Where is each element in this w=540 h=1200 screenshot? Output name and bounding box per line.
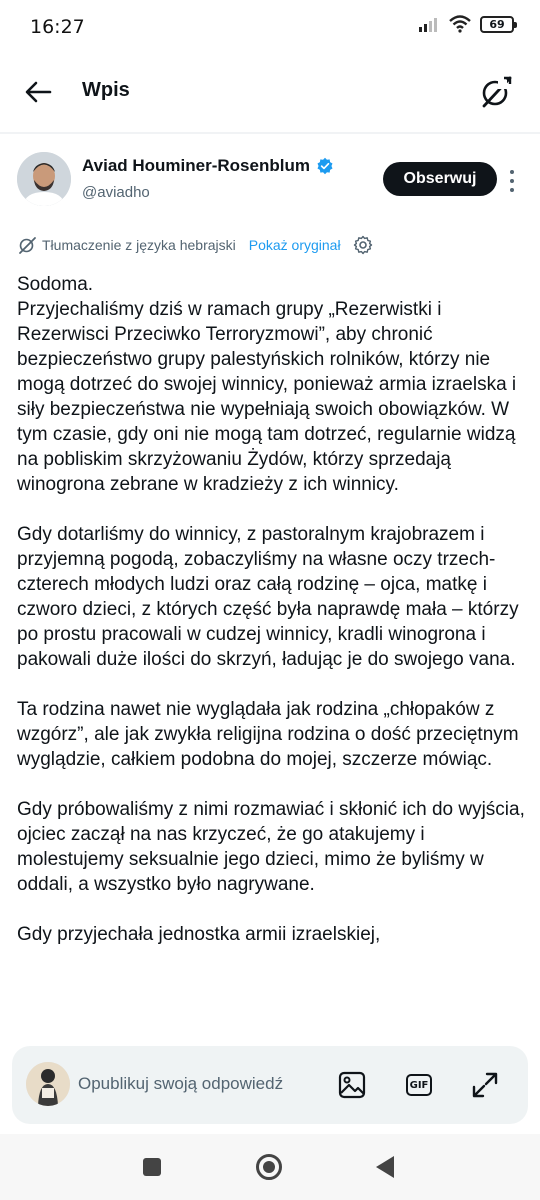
post-paragraph: Ta rodzina nawet nie wyglądała jak rodzina „chłopaków z wzgórz”, ale jak zwykła religijna rodzina o dość przeciętnym wyglądzie, całkiem podobna do mojej, szczerze mówiąc.: [17, 699, 519, 770]
author-name-text: Aviad Houminer-Rosenblum: [82, 156, 310, 175]
author-row: [0, 148, 540, 218]
avatar-image: [26, 1062, 70, 1106]
more-dot-icon: [510, 188, 514, 192]
translation-info: [17, 234, 373, 256]
status-icons: [418, 15, 514, 33]
home-button[interactable]: [256, 1154, 282, 1180]
avatar-image: [17, 152, 71, 206]
post-text: [17, 272, 529, 1052]
more-dot-icon: [510, 170, 514, 174]
author-handle[interactable]: @aviadho: [82, 184, 150, 201]
signal-icon: [418, 16, 440, 32]
user-avatar: [26, 1062, 70, 1106]
more-options-button[interactable]: [504, 170, 520, 192]
grok-button[interactable]: [478, 74, 514, 110]
author-name[interactable]: [82, 156, 334, 176]
verified-badge-icon: [316, 157, 334, 175]
image-button[interactable]: [337, 1070, 367, 1100]
top-app-bar: [0, 60, 540, 124]
show-original-link[interactable]: Pokaż oryginał: [248, 237, 341, 253]
battery-indicator: 69: [480, 16, 514, 33]
translation-label: Tłumaczenie z języka hebrajski: [42, 237, 236, 253]
more-dot-icon: [510, 179, 514, 183]
image-icon: [338, 1071, 366, 1099]
reply-input[interactable]: Opublikuj swoją odpowiedź: [78, 1074, 284, 1093]
page-title: Wpis: [82, 79, 130, 101]
status-time: 16:27: [30, 16, 85, 38]
post-paragraph: Gdy dotarliśmy do winnicy, z pastoralnym krajobrazem i przyjemną pogodą, zobaczyliśmy na własne oczy trzech-czterech młodych ludzi oraz całą rodzinę – ojca, matkę i czworo dzieci, z których część była naprawdę mała – którzy po prostu pracowali w cudzej winnicy, kradli winogrona i pakowali duże ilości do skrzyń, ładując je do swojego vana.: [17, 524, 519, 670]
status-bar: [0, 0, 540, 56]
post-paragraph: Sodoma. Przyjechaliśmy dziś w ramach grupy „Rezerwistki i Rezerwisci Przeciwko Terroryzmowi”, aby chronić bezpieczeństwo grupy palestyńskich rolników, którzy nie mogą dotrzeć do swojej winnicy, ponieważ armia izraelska i siły bezpieczeństwa nie wypełniają swoich obowiązków. W tym czasie, gdy oni nie mogą tam dotrzeć, regularnie widzą na pobliskim skrzyżowaniu Żydów, którzy sprzedają winogrona zebrane w kradzieży z ich winnicy.: [17, 274, 517, 495]
expand-icon: [471, 1071, 499, 1099]
gif-button[interactable]: [404, 1070, 434, 1100]
grok-icon: [478, 74, 514, 110]
grok-translate-icon: [17, 235, 37, 255]
expand-button[interactable]: [470, 1070, 500, 1100]
wifi-icon: [449, 15, 471, 33]
gif-icon: GIF: [406, 1074, 432, 1096]
system-nav-bar: [0, 1134, 540, 1200]
follow-button[interactable]: Obserwuj: [383, 162, 497, 196]
post-paragraph: Gdy próbowaliśmy z nimi rozmawiać i skłonić ich do wyjścia, ojciec zaczął na nas krzyczeć, że go atakujemy i molestujemy seksualnie jego dzieci, mimo że byliśmy w oddali, a wszystko było nagrywane.: [17, 799, 525, 895]
reply-composer: [12, 1046, 528, 1124]
author-avatar[interactable]: [17, 152, 71, 206]
gear-icon[interactable]: [353, 235, 373, 255]
recents-button[interactable]: [143, 1158, 161, 1176]
post-paragraph: Gdy przyjechała jednostka armii izraelskiej,: [17, 924, 381, 945]
header-divider: [0, 132, 540, 134]
arrow-left-icon: [24, 80, 52, 104]
back-button[interactable]: [24, 76, 64, 108]
system-back-button[interactable]: [376, 1156, 394, 1178]
